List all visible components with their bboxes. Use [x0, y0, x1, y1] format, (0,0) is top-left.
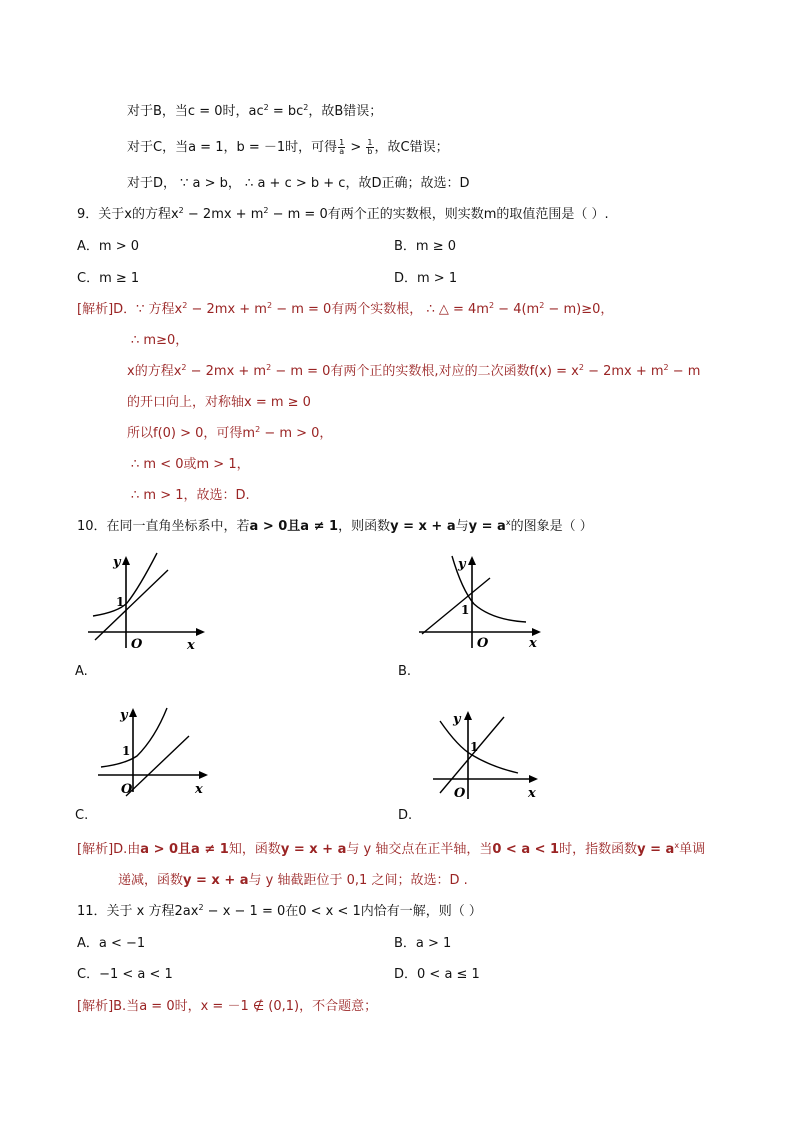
- x-label: x: [195, 782, 203, 797]
- option-d-analysis: 对于D， ∵ a > b， ∴ a + c > b + c，故D正确；故选：D: [127, 176, 470, 191]
- origin-label: O: [121, 782, 133, 797]
- one-label: 1: [122, 744, 131, 758]
- x-axis-arrow: [196, 628, 205, 636]
- one-label: 1: [470, 740, 479, 754]
- q9-option-c: C．m ≥ 1: [77, 271, 140, 286]
- y-label: y: [113, 555, 121, 570]
- x-label: x: [528, 786, 536, 801]
- linear-line: [440, 717, 504, 793]
- question-9: 9．关于x的方程$x^2 - 2mx + m^2 - m = 0$有两个正的实数根，则实数m的取值范围是（ ）.: [77, 206, 609, 222]
- graph-a-label: A.: [75, 664, 88, 679]
- x-axis-arrow: [532, 628, 541, 636]
- graph-d: [428, 703, 550, 805]
- linear-line: [422, 578, 490, 634]
- solution-9-line-5: 所以f(0) > 0，可得$m^2 - m > 0$，: [127, 425, 333, 441]
- solution-9-line-2: ∴ m≥0，: [131, 333, 189, 348]
- x-axis-arrow: [529, 775, 538, 783]
- one-label: 1: [461, 603, 470, 617]
- q11-option-d: D．0 < a ≤ 1: [394, 967, 480, 982]
- linear-line: [95, 570, 168, 640]
- y-axis-arrow: [122, 556, 130, 565]
- y-axis-arrow: [129, 708, 137, 717]
- question-11: 11．关于 x 方程$2ax^2 - x - 1 = 0$在0 < x < 1内恰有一解，则（ ）: [77, 903, 482, 919]
- fraction-1-over-a: $\frac{1}{a}$: [339, 138, 345, 156]
- q11-option-b: B．a > 1: [394, 936, 452, 951]
- linear-line: [126, 736, 189, 796]
- y-axis-arrow: [464, 711, 472, 720]
- q9-option-d: D．m > 1: [394, 271, 458, 286]
- solution-11-line-1: [解析]B.当a = 0时，x = －1 ∉ (0,1)，不合题意；: [77, 999, 378, 1014]
- question-10: 10．在同一直角坐标系中，若a > 0且a ≠ 1，则函数y = x + a与$y = a^x$的图象是（ ）: [77, 518, 593, 534]
- solution-10-line-2: 递减，函数y = x + a与 y 轴截距位于 0,1 之间；故选：D .: [118, 873, 468, 888]
- x-label: x: [529, 636, 537, 651]
- origin-label: O: [454, 786, 466, 801]
- solution-9-line-7: ∴ m > 1，故选：D.: [131, 488, 250, 503]
- solution-9-line-6: ∴ m < 0或m > 1，: [131, 457, 250, 472]
- origin-label: O: [131, 637, 143, 652]
- option-c-analysis: 对于C，当a = 1，b = －1时，可得 $\frac{1}{a}$ > $\frac{1}{b}$ ，故C错误；: [127, 138, 449, 156]
- one-label: 1: [116, 595, 125, 609]
- graph-b-label: B.: [398, 664, 412, 679]
- y-label: y: [458, 557, 466, 572]
- q9-option-b: B．m ≥ 0: [394, 239, 457, 254]
- solution-9-line-3: x的方程$x^2 - 2mx + m^2 - m = 0$有两个正的实数根,对应的二次函数$f(x) = x^2 - 2mx + m^2 - m$: [127, 363, 701, 379]
- q11-option-a: A．a < −1: [77, 936, 146, 951]
- graph-b: [414, 548, 549, 658]
- y-axis-arrow: [468, 556, 476, 565]
- graph-a: [83, 548, 213, 658]
- y-label: y: [120, 708, 128, 723]
- origin-label: O: [477, 636, 489, 651]
- q9-option-a: A．m > 0: [77, 239, 139, 254]
- y-label: y: [453, 712, 461, 727]
- x-label: x: [187, 638, 195, 653]
- x-axis-arrow: [199, 771, 208, 779]
- solution-9-line-4: 的开口向上，对称轴x = m ≥ 0: [127, 395, 311, 410]
- solution-9-line-1: [解析]D．∵ 方程$x^2 - 2mx + m^2 - m = 0$有两个实数根， ∴ △ = $4m^2 - 4(m^2 - m)\ge 0$，: [77, 301, 614, 317]
- graph-d-label: D.: [398, 808, 413, 823]
- fraction-1-over-b: $\frac{1}{b}$: [367, 138, 373, 156]
- solution-10-line-1: [解析]D.由a > 0且a ≠ 1知，函数y = x + a与 y 轴交点在正半轴，当0 < a < 1时，指数函数$y = a^x$单调: [77, 841, 706, 857]
- option-b-analysis: 对于B，当c = 0时，$ac^2 = bc^2$，故B错误；: [127, 103, 383, 119]
- q11-option-c: C．−1 < a < 1: [77, 967, 173, 982]
- graph-c-label: C.: [75, 808, 89, 823]
- graph-c: [93, 700, 218, 805]
